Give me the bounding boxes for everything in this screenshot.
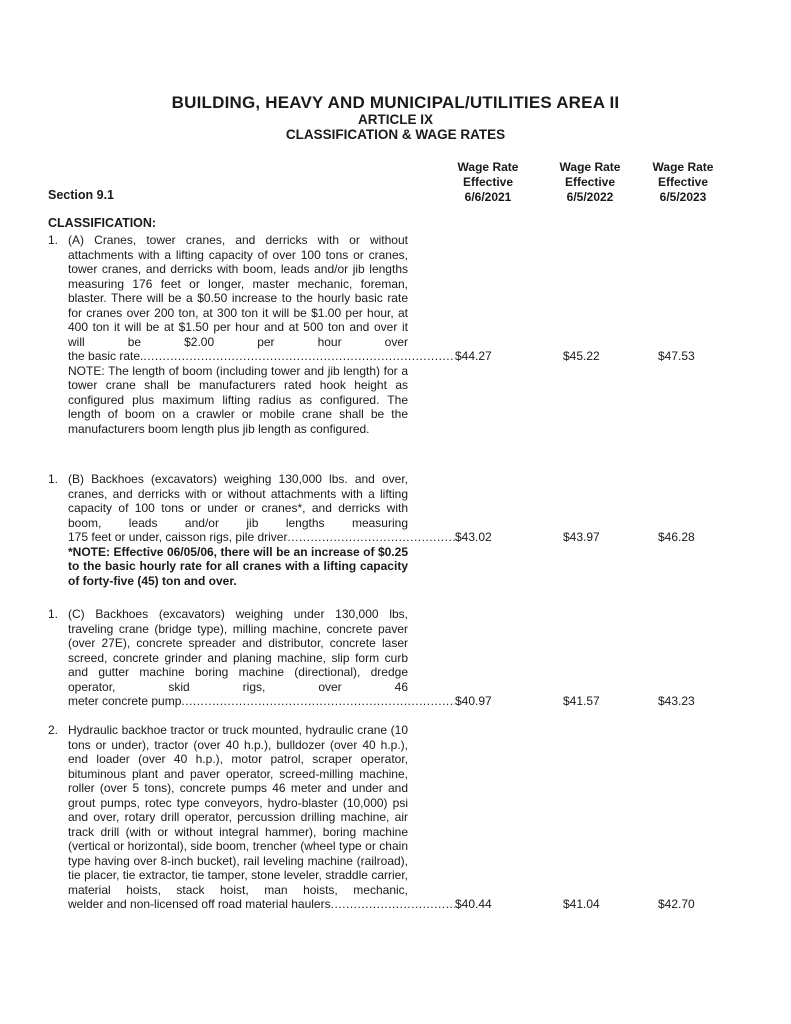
wage-rate-2022: $45.22 [563,349,600,363]
rate-row [68,349,743,364]
dot-leader [181,694,455,709]
wage-rate-2022: $41.04 [563,897,600,911]
rate-row [68,530,743,545]
rate-row [68,897,743,912]
wage-rate-2021: $44.27 [455,349,492,363]
column-header-2021 [438,160,538,205]
item-description: (B) Backhoes (excavators) weighing 130,000 lbs. and over, cranes, and derricks with or without attachments with a lifting capacity of 100 tons or under or cranes*, and derricks with boom, leads and/or jib lengths measuring [68,472,408,530]
rate-row [68,694,743,709]
item-number: 1. [48,233,59,247]
item-description: (A) Cranes, tower cranes, and derricks with or without attachments with a lifting capacity of over 100 tons or cranes, tower cranes, and derricks with boom, leads and/or jib lengths measuring 176 feet or longer, master mechanic, foreman, blaster. There will be a $0.50 increase to the hourly basic rate for cranes over 200 ton, at 300 ton it will be $1.00 per hour, at 400 ton it will be at $1.50 per hour and at 500 ton and over it will be $2.00 per hour over [68,233,408,349]
document-title: BUILDING, HEAVY AND MUNICIPAL/UTILITIES AREA II [171,93,620,112]
classification-heading: CLASSIFICATION: [48,216,157,230]
item-content [68,723,743,912]
column-header-2023 [633,160,733,205]
item-number: 2. [48,723,59,737]
column-header-date: 6/5/2023 [659,190,707,204]
wage-rate-2021: $40.97 [455,694,492,708]
item-note-bold: *NOTE: Effective 06/05/06, there will be an increase of $0.25 to the basic hourly rate for all cranes with a lifting capacity of forty-five (45) ton and over. [68,544,408,588]
dot-leader [143,349,455,364]
leader-text: welder and non-licensed off road material haulers [68,897,331,911]
wage-rate-2022: $43.97 [563,530,600,544]
wage-rate-2023: $42.70 [658,897,695,911]
leader-text: the basic rate. [68,349,144,363]
column-header-line: Wage Rate [559,160,621,174]
item-content [68,607,743,709]
article-subtitle: ARTICLE IX [357,112,433,127]
column-header-line: Wage Rate [652,160,714,174]
column-header-line: Effective [657,175,709,189]
wage-rate-2023: $46.28 [658,530,695,544]
section-label: Section 9.1 [48,188,114,202]
dot-leader [287,530,455,545]
item-description: (C) Backhoes (excavators) weighing under 130,000 lbs, traveling crane (bridge type), milling machine, concrete paver (over 27E), concrete spreader and distributor, concrete laser screed, concrete grinder and planing machine, slip form curb and gutter machine boring machine (directional), dredge operator, skid rigs, over 46 [68,607,408,694]
column-header-date: 6/5/2022 [566,190,614,204]
leader-text: meter concrete pump [68,694,182,708]
column-header-2022 [540,160,640,205]
item-note: NOTE: The length of boom (including tower and jib length) for a tower crane shall be manufacturers rated hook height as configured plus maximum lifting radius as configured. The length of boom on a crawler or mobile crane shall be the manufacturers boom length plus jib length as configured. [68,363,408,436]
classification-item-1b [48,472,743,588]
item-number: 1. [48,472,59,486]
wage-rate-column-headers [0,160,791,208]
classification-item-1a [48,233,743,436]
column-header-line: Effective [564,175,616,189]
column-header-date: 6/6/2021 [464,190,512,204]
title-block [0,92,791,142]
classification-item-2 [48,723,743,912]
wage-rate-2022: $41.57 [563,694,600,708]
leader-text: 175 feet or under, caisson rigs, pile driver [68,530,288,544]
wage-rate-2021: $43.02 [455,530,492,544]
dot-leader [331,897,455,912]
item-content [68,472,743,588]
wage-rate-2021: $40.44 [455,897,492,911]
item-description: Hydraulic backhoe tractor or truck mounted, hydraulic crane (10 tons or under), tractor (over 40 h.p.), bulldozer (over 40 h.p.), end loader (over 40 h.p.), motor patrol, scraper operator, bituminous plant and paver operator, screed-milling machine, roller (over 5 tons), concrete pumps 46 meter and under and grout pumps, rotec type conveyors, hydro-blaster (10,000) psi and over, rotary drill operator, percussion drilling machine, air track drill (with or without integral hammer), boring machine (vertical or horizontal), side boom, trencher (wheel type or chain type having over 8-inch bucket), rail leveling machine (railroad), tie placer, tie extractor, tie tamper, stone leveler, straddle carrier, material hoists, stack hoist, man hoists, mechanic, [68,723,408,897]
classification-wage-rates-subtitle: CLASSIFICATION & WAGE RATES [285,126,506,142]
item-content [68,233,743,436]
column-header-line: Wage Rate [457,160,519,174]
column-header-line: Effective [462,175,514,189]
wage-rate-2023: $43.23 [658,694,695,708]
classification-item-1c [48,607,743,709]
item-number: 1. [48,607,59,621]
wage-rate-2023: $47.53 [658,349,695,363]
